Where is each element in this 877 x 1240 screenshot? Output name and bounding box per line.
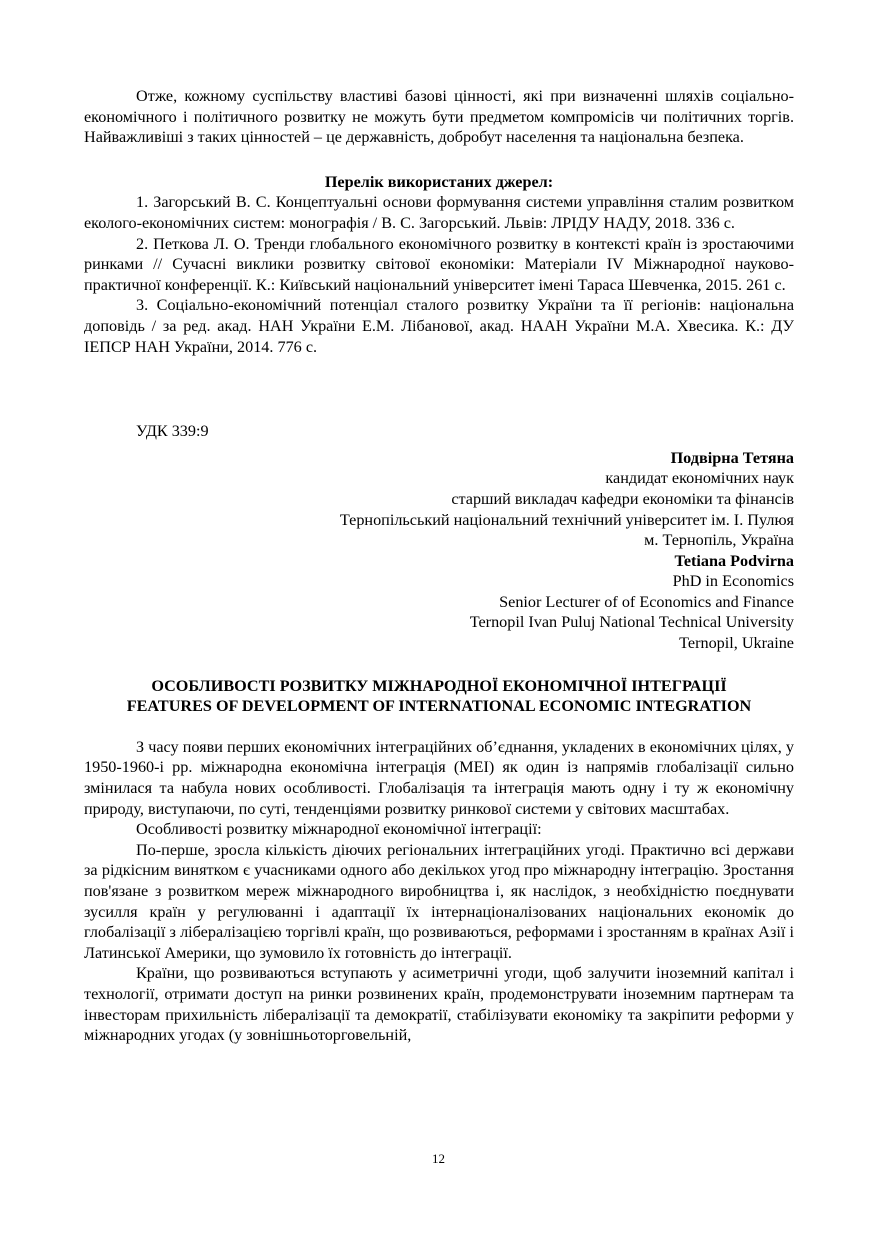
body-paragraph: З часу появи перших економічних інтеграційних об’єднання, укладених в економічних цілях, у 1950-1960-і рр. міжнародна економічна інтеграція (МЕІ) як один із напрямів глобалізації сильно змінилася та набула нових особливості. Глобалізація та інтеграція мають одну і ту ж економічну природу, виступаючи, по суті, тенденціями розвитку ринкової системи у світових масштабах. [84, 737, 794, 818]
article-title [84, 676, 794, 717]
udc-code: УДК 339:9 [136, 422, 209, 441]
reference-item-2: 2. Петкова Л. О. Тренди глобального економічного розвитку в контексті країн із зростаючими ринками // Сучасні виклики розвитку світової економіки: Матеріали IV Міжнародної науково-практичної конференції. К.: Київський національний університет імені Тараса Шевченка, 2015. 261 с. [84, 234, 794, 294]
author-name-uk: Подвірна Тетяна [670, 448, 794, 467]
article-body [84, 737, 794, 1046]
author-position-uk: старший викладач кафедри економіки та фінансів [451, 489, 794, 508]
body-paragraph: Країни, що розвиваються вступають у асиметричні угоди, щоб залучити іноземний капітал і технології, отримати доступ на ринки розвинених країн, продемонструвати іноземним партнерам та інвесторам прихильність лібералізації та демократії, стабілізувати економіку та закріпити реформи у міжнародних угодах (у зовнішньоторговельній, [84, 964, 794, 1045]
author-university-en: Ternopil Ivan Puluj National Technical University [469, 613, 794, 632]
body-paragraph: Особливості розвитку міжнародної економічної інтеграції: [136, 820, 542, 839]
author-city-en: Ternopil, Ukraine [679, 634, 794, 653]
page-number: 12 [432, 1151, 445, 1166]
author-block [84, 448, 794, 654]
article-title-uk: ОСОБЛИВОСТІ РОЗВИТКУ МІЖНАРОДНОЇ ЕКОНОМІЧНОЇ ІНТЕГРАЦІЇ [151, 676, 727, 695]
author-city-uk: м. Тернопіль, Україна [644, 531, 794, 550]
author-degree-en: PhD in Economics [672, 572, 794, 591]
reference-item-3: 3. Соціально-економічний потенціал сталого розвитку України та її регіонів: національна доповідь / за ред. акад. НАН України Е.М. Лібанової, акад. НААН України М.А. Хвесика. К.: ДУ ІЕПСР НАН України, 2014. 776 с. [84, 296, 794, 356]
references-heading: Перелік використаних джерел: [324, 172, 554, 191]
article-title-en: FEATURES OF DEVELOPMENT OF INTERNATIONAL ECONOMIC INTEGRATION [126, 697, 752, 716]
reference-item-1: 1. Загорський В. С. Концептуальні основи формування системи управління сталим розвитком еколого-економічних систем: монографія / В. С. Загорський. Львів: ЛРІДУ НАДУ, 2018. 336 с. [84, 193, 794, 232]
author-degree-uk: кандидат економічних наук [605, 469, 794, 488]
intro-paragraph: Отже, кожному суспільству властиві базові цінності, які при визначенні шляхів соціально-економічного і політичного розвитку не можуть бути предметом компромісів чи політичних торгів. Найважливіші з таких цінностей – це державність, добробут населення та національна безпека. [84, 87, 794, 147]
author-university-uk: Тернопільський національний технічний університет ім. І. Пулюя [339, 510, 794, 529]
body-paragraph: По-перше, зросла кількість діючих регіональних інтеграційних угоді. Практично всі держави за рідкісним винятком є учасниками одного або декількох угод про міжнародну інтеграцію. Зростання пов'язане з розвитком мереж міжнародного виробництва і, як наслідок, з необхідністю поєднувати зусилля країн у регулюванні і адаптації їх інтернаціоналізованих національних економік до глобалізації з лібералізацією торгівлі країн, що розвиваються, реформами і зростанням в країнах Азії і Латинської Америки, що зумовило їх готовність до інтеграції. [84, 840, 794, 962]
author-position-en: Senior Lecturer of of Economics and Finance [499, 592, 794, 611]
document-page [84, 86, 794, 1046]
author-name-en: Tetiana Podvirna [674, 551, 794, 570]
